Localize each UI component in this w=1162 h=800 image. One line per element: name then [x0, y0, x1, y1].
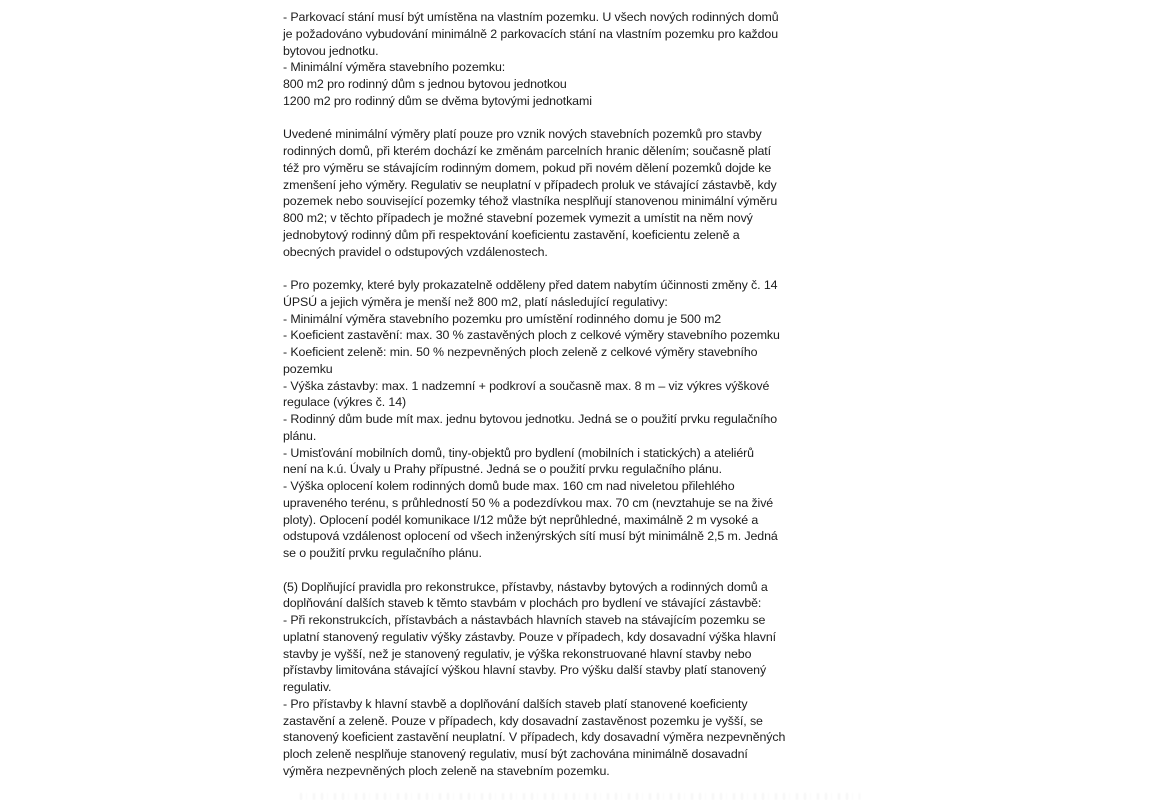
text-line: je požadováno vybudování minimálně 2 parkovacích stání na vlastním pozemku pro každou — [283, 26, 778, 41]
text-line: uplatní stanovený regulativ výšky zástavby. Pouze v případech, kdy dosavadní výška hlavní — [283, 629, 776, 644]
text-line: - Pro pozemky, které byly prokazatelně odděleny před datem nabytím účinnosti změny č. 14 — [283, 278, 778, 292]
paragraph-block — [283, 277, 883, 562]
text-line: - Výška zástavby: max. 1 nadzemní + podkroví a současně max. 8 m – viz výkres výškové — [283, 378, 770, 393]
text-line: zmenšení jeho výměry. Regulativ se neuplatní v případech proluk ve stávající zástavbě, kdy — [283, 177, 777, 192]
text-line: přístavby limitována stávající výškou hlavní stavby. Pro výšku další stavby platí stanovený — [283, 663, 767, 678]
text-line: (5) Doplňující pravidla pro rekonstrukce, přístavby, nástavby bytových a rodinných domů a — [283, 579, 768, 594]
text-line: se o použití prvku regulačního plánu. — [283, 546, 482, 560]
text-line: výměra nezpevněných ploch zeleně na stavebním pozemku. — [283, 763, 610, 778]
text-line: pozemek nebo související pozemky téhož vlastníka nesplňují stanovenou minimální výměru — [283, 194, 778, 209]
text-line: ploch zeleně nesplňuje stanovený regulativ, musí být zachována minimálně dosavadní — [283, 747, 748, 761]
text-line: regulativ. — [283, 680, 332, 694]
text-line: jednobytový rodinný dům při respektování koeficientu zastavění, koeficientu zeleně a — [283, 227, 740, 242]
text-line: 800 m2; v těchto případech je možné stavební pozemek vymezit a umístit na něm nový — [283, 211, 753, 225]
text-line: obecných pravidel o odstupových vzdálenostech. — [283, 244, 548, 259]
paragraph-block — [283, 126, 883, 260]
text-line: zastavění a zeleně. Pouze v případech, kdy dosavadní zastavěnost pozemku je vyšší, se — [283, 713, 763, 728]
text-line: bytovou jednotku. — [283, 43, 379, 58]
text-line: - Koeficient zastavění: max. 30 % zastavěných ploch z celkové výměry stavebního pozemku — [283, 328, 780, 343]
truncated-bottom-text-line — [300, 793, 860, 800]
text-line: - Rodinný dům bude mít max. jednu bytovou jednotku. Jedná se o použití prvku regulačního — [283, 412, 778, 426]
text-line: 1200 m2 pro rodinný dům se dvěma bytovými jednotkami — [283, 93, 592, 108]
text-line: též pro výměru se stávajícím rodinným domem, pokud při novém dělení pozemků dojde ke — [283, 160, 772, 175]
text-line: - Minimální výměra stavebního pozemku pro umístění rodinného domu je 500 m2 — [283, 311, 722, 326]
text-line: 800 m2 pro rodinný dům s jednou bytovou jednotkou — [283, 77, 567, 91]
text-line: rodinných domů, při kterém dochází ke změnám parcelních hranic dělením; současně platí — [283, 144, 771, 158]
text-line: pozemku — [283, 361, 333, 376]
text-line: - Výška oplocení kolem rodinných domů bude max. 160 cm nad niveletou přilehlého — [283, 479, 735, 493]
text-line: - Umisťování mobilních domů, tiny-objektů pro bydlení (mobilních i statických) a ateliérů — [283, 445, 754, 460]
text-line: stanovený koeficient zastavění neuplatní. V případech, kdy dosavadní výměra nezpevněných — [283, 730, 786, 745]
text-line: není na k.ú. Úvaly u Prahy přípustné. Jedná se o použití prvku regulačního plánu. — [283, 462, 722, 477]
text-line: - Parkovací stání musí být umístěna na vlastním pozemku. U všech nových rodinných domů — [283, 10, 779, 24]
text-line: - Pro přístavby k hlavní stavbě a doplňování dalších staveb platí stanovené koeficienty — [283, 696, 748, 711]
text-line: odstupová vzdálenost oplocení od všech inženýrských sítí musí být minimálně 2,5 m. Jedná — [283, 529, 778, 544]
paragraph-block — [283, 579, 883, 780]
text-line: ploty). Oplocení podél komunikace I/12 může být neprůhledné, maximálně 2 m vysoké a — [283, 512, 759, 527]
text-line: regulace (výkres č. 14) — [283, 395, 407, 410]
text-line: - Minimální výměra stavebního pozemku: — [283, 60, 506, 75]
text-line: - Koeficient zeleně: min. 50 % nezpevněných ploch zeleně z celkové výměry stavebního — [283, 345, 758, 359]
text-column — [283, 9, 883, 780]
text-line: doplňování dalších staveb k těmto stavbám v plochách pro bydlení ve stávající zástavbě: — [283, 596, 762, 611]
text-line: - Při rekonstrukcích, přístavbách a nástavbách hlavních staveb na stávajícím pozemku se — [283, 613, 766, 627]
text-line: upraveného terénu, s průhledností 50 % a podezdívkou max. 70 cm (nevztahuje se na živé — [283, 495, 774, 510]
text-line: ÚPSÚ a jejich výměra je menší než 800 m2, platí následující regulativy: — [283, 294, 668, 309]
text-line: plánu. — [283, 428, 317, 443]
text-line: Uvedené minimální výměry platí pouze pro vznik nových stavebních pozemků pro stavby — [283, 127, 762, 142]
text-line: stavby je vyšší, než je stanovený regulativ, je výška rekonstruované hlavní stavby nebo — [283, 646, 752, 661]
paragraph-block — [283, 9, 883, 110]
